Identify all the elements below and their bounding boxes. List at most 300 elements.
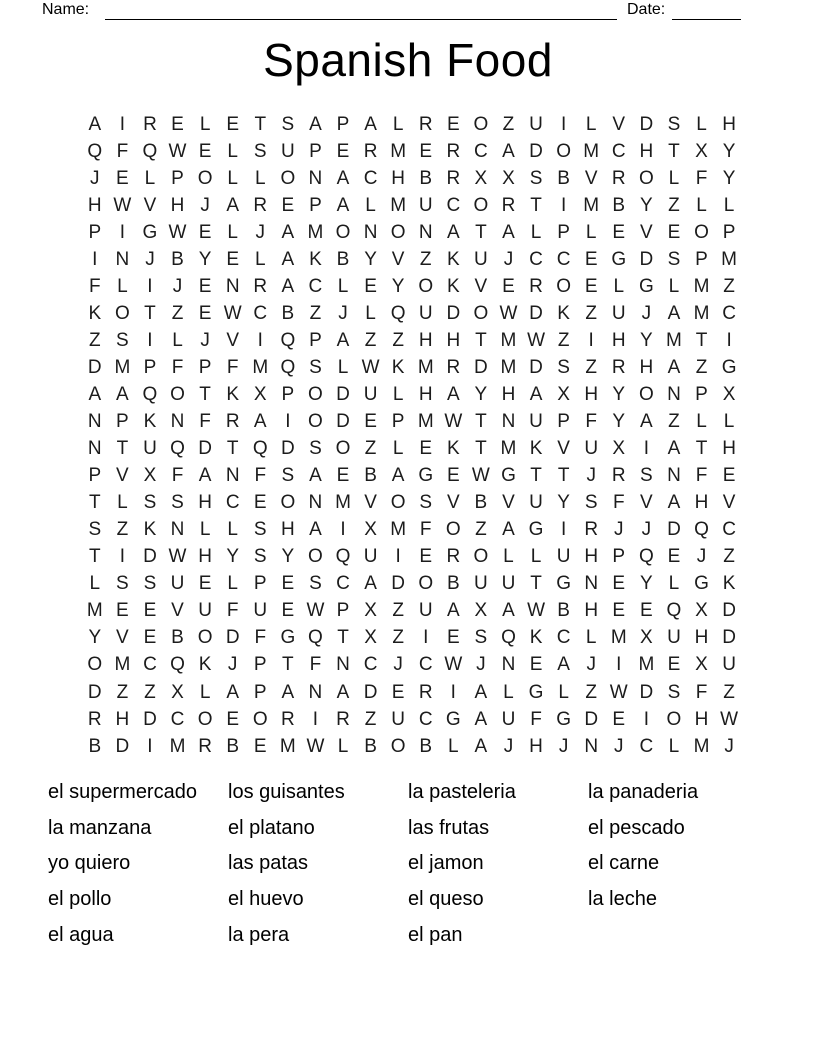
grid-letter: A bbox=[640, 411, 653, 433]
grid-letter: H bbox=[722, 113, 736, 135]
grid-letter: Z bbox=[364, 708, 377, 730]
grid-letter: E bbox=[143, 600, 157, 622]
grid-letter: Z bbox=[88, 329, 101, 351]
grid-letter: E bbox=[529, 654, 543, 676]
grid-letter: F bbox=[309, 654, 322, 676]
grid-letter: X bbox=[640, 627, 653, 649]
grid-letter: F bbox=[116, 140, 129, 162]
grid-letter: E bbox=[226, 248, 240, 270]
grid-letter: Q bbox=[335, 546, 351, 568]
grid-letter: D bbox=[529, 356, 543, 378]
grid-letter: M bbox=[583, 194, 600, 216]
grid-letter: U bbox=[418, 302, 433, 324]
grid-letter: J bbox=[90, 167, 100, 189]
grid-letter: E bbox=[612, 573, 626, 595]
grid-letter: G bbox=[280, 627, 296, 649]
grid-letter: U bbox=[391, 708, 406, 730]
grid-letter: R bbox=[584, 519, 599, 541]
grid-letter: V bbox=[640, 492, 653, 514]
grid-letter: E bbox=[253, 492, 267, 514]
grid-letter: Q bbox=[694, 519, 709, 541]
grid-letter: S bbox=[143, 492, 157, 514]
grid-letter: P bbox=[88, 221, 102, 243]
grid-letter: E bbox=[226, 708, 240, 730]
grid-letter: R bbox=[87, 708, 102, 730]
grid-letter: S bbox=[667, 248, 681, 270]
grid-letter: G bbox=[142, 221, 158, 243]
grid-letter: R bbox=[446, 356, 461, 378]
grid-letter: L bbox=[530, 546, 542, 568]
grid-letter: A bbox=[667, 302, 681, 324]
grid-letter: L bbox=[227, 140, 238, 162]
grid-letter: J bbox=[614, 735, 624, 757]
grid-letter: O bbox=[473, 113, 489, 135]
grid-letter: Z bbox=[171, 302, 184, 324]
grid-letter: X bbox=[364, 600, 377, 622]
grid-letter: P bbox=[116, 411, 129, 433]
grid-letter: Y bbox=[640, 194, 653, 216]
grid-letter: O bbox=[556, 275, 571, 297]
grid-letter: N bbox=[336, 654, 350, 676]
grid-letter: H bbox=[418, 329, 433, 351]
grid-letter: Q bbox=[170, 438, 185, 460]
grid-letter: P bbox=[143, 356, 157, 378]
grid-letter: R bbox=[198, 735, 212, 757]
grid-letter: U bbox=[501, 573, 516, 595]
grid-letter: L bbox=[337, 275, 349, 297]
grid-letter: E bbox=[446, 113, 460, 135]
grid-letter: B bbox=[281, 302, 295, 324]
grid-letter: G bbox=[611, 248, 627, 270]
grid-letter: J bbox=[172, 275, 183, 297]
grid-letter: Y bbox=[391, 275, 405, 297]
grid-letter: R bbox=[611, 356, 626, 378]
grid-letter: N bbox=[225, 465, 240, 487]
grid-letter: T bbox=[475, 438, 487, 460]
grid-letter: M bbox=[693, 302, 710, 324]
grid-letter: J bbox=[255, 221, 265, 243]
grid-letter: W bbox=[361, 356, 380, 378]
grid-letter: Z bbox=[585, 356, 597, 378]
grid-letter: A bbox=[281, 248, 295, 270]
grid-letter: U bbox=[280, 140, 295, 162]
grid-letter: S bbox=[171, 492, 184, 514]
grid-letter: Y bbox=[722, 140, 736, 162]
grid-letter: O bbox=[197, 708, 213, 730]
grid-letter: G bbox=[638, 275, 654, 297]
grid-letter: E bbox=[584, 248, 598, 270]
grid-letter: E bbox=[143, 627, 157, 649]
grid-letter: I bbox=[588, 329, 594, 351]
grid-letter: W bbox=[223, 302, 242, 324]
grid-letter: K bbox=[557, 302, 570, 324]
grid-letter: Z bbox=[723, 546, 735, 568]
grid-letter: C bbox=[143, 654, 157, 676]
grid-letter: I bbox=[560, 519, 567, 541]
grid-letter: N bbox=[363, 221, 378, 243]
grid-letter: M bbox=[693, 735, 710, 757]
grid-letter: A bbox=[557, 654, 570, 676]
grid-letter: N bbox=[667, 465, 681, 487]
grid-letter: I bbox=[643, 708, 649, 730]
grid-letter: K bbox=[198, 654, 212, 676]
grid-letter: C bbox=[418, 654, 433, 676]
grid-letter: R bbox=[418, 681, 433, 703]
grid-letter: G bbox=[445, 708, 461, 730]
grid-letter: H bbox=[446, 329, 461, 351]
grid-letter: X bbox=[722, 383, 736, 405]
grid-letter: L bbox=[696, 113, 707, 135]
grid-letter: H bbox=[529, 735, 543, 757]
word-bank-item: la pasteleria bbox=[408, 781, 516, 803]
grid-letter: V bbox=[502, 492, 515, 514]
grid-letter: C bbox=[446, 194, 461, 216]
grid-letter: A bbox=[309, 113, 322, 135]
grid-letter: Y bbox=[640, 329, 653, 351]
grid-letter: O bbox=[280, 492, 296, 514]
grid-letter: P bbox=[253, 681, 267, 703]
grid-letter: M bbox=[390, 519, 407, 541]
grid-letter: U bbox=[253, 600, 268, 622]
grid-letter: Y bbox=[557, 492, 570, 514]
grid-letter: A bbox=[364, 113, 377, 135]
grid-letter: J bbox=[696, 546, 707, 568]
grid-letter: X bbox=[474, 167, 488, 189]
grid-letter: E bbox=[667, 546, 681, 568]
grid-letter: S bbox=[584, 492, 598, 514]
grid-letter: A bbox=[198, 465, 212, 487]
grid-letter: H bbox=[584, 383, 599, 405]
word-bank-item: las patas bbox=[228, 852, 309, 875]
grid-letter: T bbox=[88, 492, 101, 514]
grid-letter: O bbox=[473, 302, 489, 324]
grid-letter: E bbox=[281, 194, 295, 216]
grid-letter: E bbox=[198, 221, 212, 243]
grid-letter: T bbox=[530, 573, 542, 595]
grid-letter: Z bbox=[392, 600, 404, 622]
grid-letter: S bbox=[116, 573, 129, 595]
grid-letter: O bbox=[252, 708, 268, 730]
grid-letter: N bbox=[308, 681, 323, 703]
grid-letter: E bbox=[116, 600, 129, 622]
grid-letter: O bbox=[335, 221, 351, 243]
grid-letter: L bbox=[448, 735, 459, 757]
grid-letter: R bbox=[446, 140, 461, 162]
grid-letter: D bbox=[115, 735, 130, 757]
grid-letter: X bbox=[364, 627, 377, 649]
grid-letter: I bbox=[560, 194, 567, 216]
grid-letter: A bbox=[336, 167, 350, 189]
grid-letter: R bbox=[446, 167, 461, 189]
grid-letter: Z bbox=[668, 194, 680, 216]
grid-letter: E bbox=[612, 221, 626, 243]
grid-letter: U bbox=[363, 383, 378, 405]
grid-letter: E bbox=[198, 275, 212, 297]
grid-letter: N bbox=[170, 411, 185, 433]
grid-letter: I bbox=[726, 329, 732, 351]
grid-letter: W bbox=[720, 708, 739, 730]
grid-letter: E bbox=[336, 140, 350, 162]
grid-letter: P bbox=[88, 465, 102, 487]
grid-letter: C bbox=[418, 708, 433, 730]
grid-letter: L bbox=[365, 194, 376, 216]
grid-letter: G bbox=[556, 573, 571, 595]
grid-letter: K bbox=[143, 411, 157, 433]
grid-letter: L bbox=[89, 573, 101, 595]
grid-letter: W bbox=[168, 221, 187, 243]
word-bank-item: la leche bbox=[588, 888, 657, 911]
date-blank-line bbox=[672, 0, 741, 20]
grid-letter: E bbox=[198, 140, 212, 162]
grid-letter: L bbox=[199, 113, 211, 135]
grid-letter: Y bbox=[612, 383, 626, 405]
grid-letter: M bbox=[335, 492, 351, 514]
grid-letter: A bbox=[336, 329, 350, 351]
grid-letter: X bbox=[695, 600, 708, 622]
grid-letter: F bbox=[171, 465, 184, 487]
grid-letter: O bbox=[666, 708, 682, 730]
grid-letter: D bbox=[391, 573, 406, 595]
grid-letter: K bbox=[529, 627, 543, 649]
grid-letter: I bbox=[92, 248, 98, 270]
grid-letter: L bbox=[172, 329, 183, 351]
grid-letter: R bbox=[143, 113, 157, 135]
grid-letter: C bbox=[722, 302, 736, 324]
grid-letter: W bbox=[444, 411, 463, 433]
grid-letter: J bbox=[338, 302, 348, 324]
grid-letter: D bbox=[198, 438, 212, 460]
word-bank bbox=[48, 775, 768, 953]
grid-letter: C bbox=[639, 735, 654, 757]
grid-letter: F bbox=[695, 465, 708, 487]
grid-letter: C bbox=[474, 140, 488, 162]
grid-letter: L bbox=[227, 221, 238, 243]
grid-letter: S bbox=[88, 519, 102, 541]
grid-letter: E bbox=[116, 167, 129, 189]
grid-letter: M bbox=[390, 194, 407, 216]
grid-letter: K bbox=[309, 248, 322, 270]
grid-letter: T bbox=[226, 438, 239, 460]
grid-letter: L bbox=[503, 546, 514, 568]
grid-letter: U bbox=[556, 546, 571, 568]
grid-letter: I bbox=[423, 627, 429, 649]
grid-letter: H bbox=[639, 356, 654, 378]
grid-letter: P bbox=[309, 194, 322, 216]
grid-letter: Y bbox=[612, 411, 626, 433]
grid-letter: E bbox=[364, 411, 377, 433]
grid-letter: O bbox=[280, 167, 296, 189]
grid-letter: M bbox=[500, 438, 517, 460]
grid-letter: V bbox=[640, 221, 653, 243]
grid-letter: F bbox=[199, 411, 211, 433]
grid-letter: T bbox=[475, 411, 487, 433]
grid-letter: I bbox=[340, 519, 346, 541]
grid-letter: G bbox=[721, 356, 737, 378]
grid-letter: E bbox=[667, 654, 681, 676]
grid-letter: C bbox=[611, 140, 626, 162]
grid-letter: F bbox=[585, 411, 597, 433]
grid-letter: P bbox=[722, 221, 736, 243]
grid-letter: M bbox=[307, 221, 324, 243]
grid-letter: D bbox=[529, 302, 543, 324]
grid-letter: W bbox=[527, 600, 545, 622]
grid-letter: U bbox=[529, 492, 543, 514]
grid-letter: H bbox=[391, 167, 406, 189]
grid-letter: P bbox=[612, 546, 626, 568]
word-bank-item: yo quiero bbox=[48, 852, 131, 875]
grid-letter: O bbox=[473, 546, 489, 568]
grid-letter: A bbox=[88, 383, 102, 405]
grid-letter: U bbox=[418, 600, 433, 622]
grid-letter: U bbox=[143, 438, 157, 460]
grid-letter: A bbox=[502, 221, 515, 243]
word-bank-item: los guisantes bbox=[228, 781, 345, 803]
grid-letter: U bbox=[501, 708, 516, 730]
grid-letter: N bbox=[115, 248, 130, 270]
grid-letter: Q bbox=[280, 356, 296, 378]
grid-letter: E bbox=[253, 735, 267, 757]
grid-letter: B bbox=[336, 248, 350, 270]
grid-letter: C bbox=[363, 654, 378, 676]
grid-letter: E bbox=[722, 465, 736, 487]
grid-letter: S bbox=[557, 356, 570, 378]
grid-letter: Z bbox=[723, 275, 735, 297]
grid-letter: C bbox=[363, 167, 378, 189]
grid-letter: B bbox=[612, 194, 626, 216]
word-bank-item: la manzana bbox=[48, 816, 152, 839]
grid-letter: J bbox=[586, 654, 596, 676]
grid-letter: L bbox=[585, 221, 597, 243]
grid-letter: N bbox=[225, 275, 240, 297]
grid-letter: J bbox=[614, 519, 624, 541]
grid-letter: U bbox=[611, 302, 626, 324]
grid-letter: D bbox=[87, 681, 102, 703]
grid-letter: S bbox=[309, 438, 322, 460]
grid-letter: R bbox=[253, 275, 268, 297]
grid-letter: Y bbox=[364, 248, 377, 270]
grid-letter: M bbox=[610, 627, 627, 649]
grid-letter: O bbox=[638, 383, 654, 405]
grid-letter: D bbox=[87, 356, 102, 378]
grid-letter: R bbox=[280, 708, 295, 730]
grid-letter: B bbox=[419, 735, 433, 757]
grid-letter: P bbox=[198, 356, 212, 378]
grid-letter: M bbox=[666, 329, 682, 351]
grid-letter: C bbox=[556, 248, 571, 270]
grid-letter: J bbox=[724, 735, 734, 757]
grid-letter: J bbox=[145, 248, 155, 270]
grid-letter: V bbox=[474, 275, 488, 297]
grid-letter: Z bbox=[392, 627, 404, 649]
grid-letter: P bbox=[336, 113, 350, 135]
grid-letter: M bbox=[638, 654, 655, 676]
grid-letter: L bbox=[254, 248, 266, 270]
grid-letter: U bbox=[474, 248, 488, 270]
grid-letter: A bbox=[309, 519, 322, 541]
wordsearch-grid bbox=[81, 111, 743, 760]
grid-letter: D bbox=[446, 302, 461, 324]
grid-letter: E bbox=[336, 465, 350, 487]
grid-letter: Z bbox=[723, 681, 735, 703]
grid-letter: C bbox=[308, 275, 323, 297]
grid-letter: J bbox=[641, 302, 652, 324]
grid-letter: A bbox=[529, 383, 543, 405]
grid-letter: Z bbox=[585, 681, 597, 703]
grid-letter: N bbox=[87, 438, 102, 460]
grid-letter: G bbox=[418, 465, 434, 487]
grid-letter: H bbox=[584, 546, 599, 568]
grid-letter: P bbox=[391, 411, 405, 433]
grid-letter: V bbox=[364, 492, 377, 514]
grid-letter: S bbox=[309, 573, 322, 595]
grid-letter: E bbox=[612, 708, 626, 730]
grid-letter: A bbox=[474, 735, 488, 757]
grid-letter: A bbox=[364, 573, 377, 595]
grid-letter: T bbox=[668, 140, 680, 162]
grid-letter: I bbox=[257, 329, 263, 351]
grid-letter: F bbox=[254, 627, 267, 649]
grid-letter: Q bbox=[170, 654, 185, 676]
grid-letter: M bbox=[169, 735, 186, 757]
grid-letter: Z bbox=[557, 329, 570, 351]
grid-letter: J bbox=[200, 329, 210, 351]
grid-letter: T bbox=[530, 194, 542, 216]
grid-letter: Q bbox=[87, 140, 103, 162]
grid-letter: A bbox=[667, 492, 681, 514]
grid-letter: Z bbox=[695, 356, 708, 378]
grid-letter: A bbox=[253, 411, 267, 433]
grid-letter: E bbox=[391, 681, 405, 703]
grid-letter: R bbox=[446, 546, 461, 568]
grid-letter: W bbox=[471, 465, 490, 487]
grid-letter: F bbox=[226, 600, 239, 622]
grid-letter: B bbox=[171, 627, 184, 649]
grid-letter: D bbox=[143, 708, 157, 730]
grid-letter: W bbox=[527, 329, 545, 351]
grid-letter: F bbox=[226, 356, 239, 378]
grid-letter: L bbox=[723, 194, 735, 216]
grid-letter: I bbox=[450, 681, 456, 703]
grid-letter: H bbox=[198, 492, 212, 514]
grid-letter: X bbox=[171, 681, 184, 703]
grid-letter: M bbox=[417, 356, 434, 378]
grid-letter: T bbox=[282, 654, 294, 676]
grid-letter: S bbox=[143, 573, 157, 595]
grid-letter: A bbox=[336, 681, 350, 703]
grid-letter: A bbox=[446, 600, 460, 622]
grid-letter: U bbox=[363, 546, 378, 568]
grid-letter: F bbox=[695, 167, 708, 189]
grid-letter: T bbox=[557, 465, 570, 487]
grid-letter: S bbox=[281, 113, 295, 135]
grid-letter: L bbox=[585, 113, 597, 135]
grid-letter: E bbox=[171, 113, 184, 135]
grid-letter: U bbox=[418, 194, 433, 216]
grid-letter: F bbox=[171, 356, 184, 378]
grid-letter: I bbox=[643, 438, 649, 460]
grid-letter: Y bbox=[474, 383, 488, 405]
grid-letter: A bbox=[281, 275, 295, 297]
grid-letter: E bbox=[419, 140, 433, 162]
grid-letter: S bbox=[253, 519, 267, 541]
grid-letter: A bbox=[226, 681, 240, 703]
grid-letter: D bbox=[722, 627, 736, 649]
grid-letter: M bbox=[417, 411, 434, 433]
grid-letter: D bbox=[225, 627, 240, 649]
grid-letter: O bbox=[308, 546, 323, 568]
grid-letter: D bbox=[639, 248, 654, 270]
grid-letter: C bbox=[722, 519, 736, 541]
